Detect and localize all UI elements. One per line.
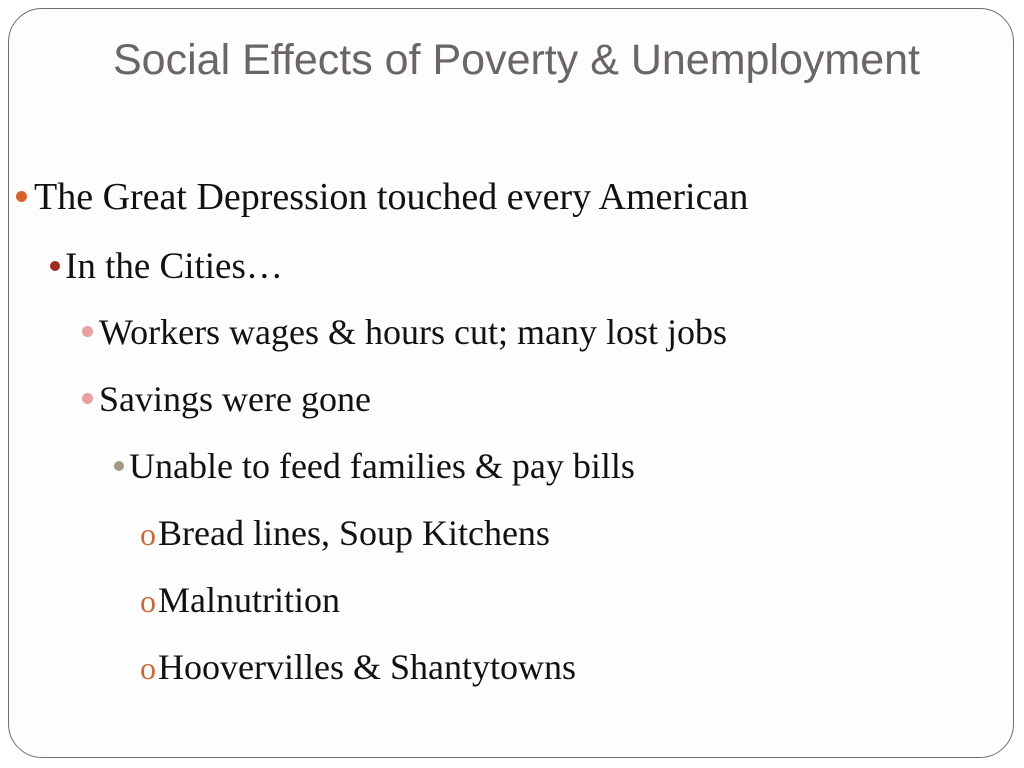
slide-title: Social Effects of Poverty & Unemployment [113, 36, 921, 84]
circle-bullet-icon: o [140, 583, 156, 619]
bullet-item-level2 [50, 248, 283, 285]
bullet-text: The Great Depression touched every American [34, 176, 749, 218]
bullet-text: Unable to feed families & pay bills [129, 446, 635, 486]
bullet-dot-icon [82, 393, 93, 404]
bullet-item-level4 [114, 448, 635, 484]
bullet-item-level3 [82, 381, 371, 417]
bullet-text: Workers wages & hours cut; many lost jobs [99, 312, 728, 352]
circle-bullet-icon: o [140, 650, 156, 686]
bullet-text: Savings were gone [99, 379, 371, 419]
bullet-item-level5 [140, 582, 340, 618]
bullet-text: In the Cities… [65, 246, 283, 287]
bullet-item-level5 [140, 515, 550, 551]
circle-bullet-icon: o [140, 516, 156, 552]
bullet-dot-icon [82, 326, 93, 337]
bullet-text: Malnutrition [158, 580, 340, 620]
bullet-dot-icon [16, 191, 27, 202]
bullet-item-level3 [82, 314, 727, 350]
bullet-dot-icon [114, 461, 124, 471]
bullet-item-level5 [140, 649, 576, 685]
bullet-dot-icon [50, 261, 60, 271]
bullet-item-level1 [16, 178, 748, 216]
bullet-text: Bread lines, Soup Kitchens [158, 513, 550, 553]
bullet-text: Hoovervilles & Shantytowns [158, 647, 576, 687]
